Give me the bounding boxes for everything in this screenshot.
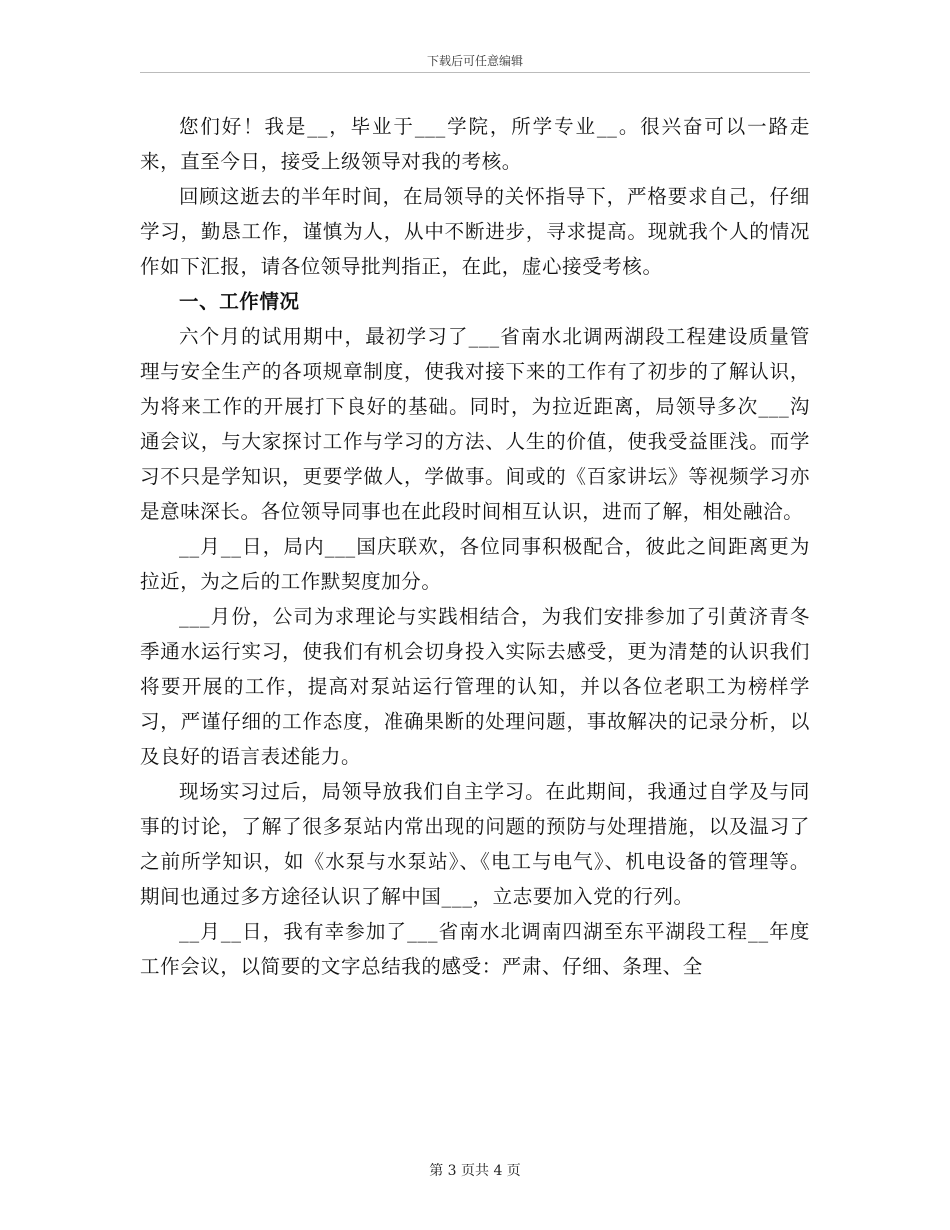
paragraph-probation: 六个月的试用期中，最初学习了___省南水北调两湖段工程建设质量管理与安全生产的各项规章制度，使我对接下来的工作有了初步的了解认识，为将来工作的开展打下良好的基础。同时，为拉近距离，局领导多次___沟通会议，与大家探讨工作与学习的方法、人生的价值，使我受益匪浅。而学习不只是学知识，更要学做人，学做事。间或的《百家讲坛》等视频学习亦是意味深长。各位领导同事也在此段时间相互认识，进而了解，相处融洽。 — [140, 325, 810, 523]
section-heading-work: 一、工作情况 — [179, 290, 300, 313]
paragraph-greeting: 您们好！我是__，毕业于___学院，所学专业__。很兴奋可以一路走来，直至今日，接受上级领导对我的考核。 — [140, 115, 810, 173]
page-header: 下载后可任意编辑 — [426, 54, 523, 68]
page-footer: 第 3 页共 4 页 — [429, 1163, 521, 1179]
paragraph-meeting: __月__日，我有幸参加了___省南水北调南四湖至东平湖段工程__年度工作会议，以简要的文字总结我的感受：严肃、仔细、条理、全 — [140, 920, 810, 978]
paragraph-national-day: __月__日，局内___国庆联欢，各位同事积极配合，彼此之间距离更为拉近，为之后的工作默契度加分。 — [140, 535, 810, 593]
paragraph-review: 回顾这逝去的半年时间，在局领导的关怀指导下，严格要求自己，仔细学习，勤恳工作，谨慎为人，从中不断进步，寻求提高。现就我个人的情况作如下汇报，请各位领导批判指正，在此，虚心接受考核。 — [140, 185, 810, 278]
paragraph-self-study: 现场实习过后，局领导放我们自主学习。在此期间，我通过自学及与同事的讨论，了解了很多泵站内常出现的问题的预防与处理措施，以及温习了之前所学知识，如《水泵与水泵站》、《电工与电气》、机电设备的管理等。期间也通过多方途径认识了解中国___，立志要加入党的行列。 — [140, 780, 810, 908]
header-divider — [140, 72, 810, 73]
document-body — [140, 109, 810, 984]
paragraph-internship: ___月份，公司为求理论与实践相结合，为我们安排参加了引黄济青冬季通水运行实习，使我们有机会切身投入实际去感受，更为清楚的认识我们将要开展的工作，提高对泵站运行管理的认知，并以各位老职工为榜样学习，严谨仔细的工作态度，准确果断的处理问题，事故解决的记录分析，以及良好的语言表述能力。 — [140, 605, 810, 768]
